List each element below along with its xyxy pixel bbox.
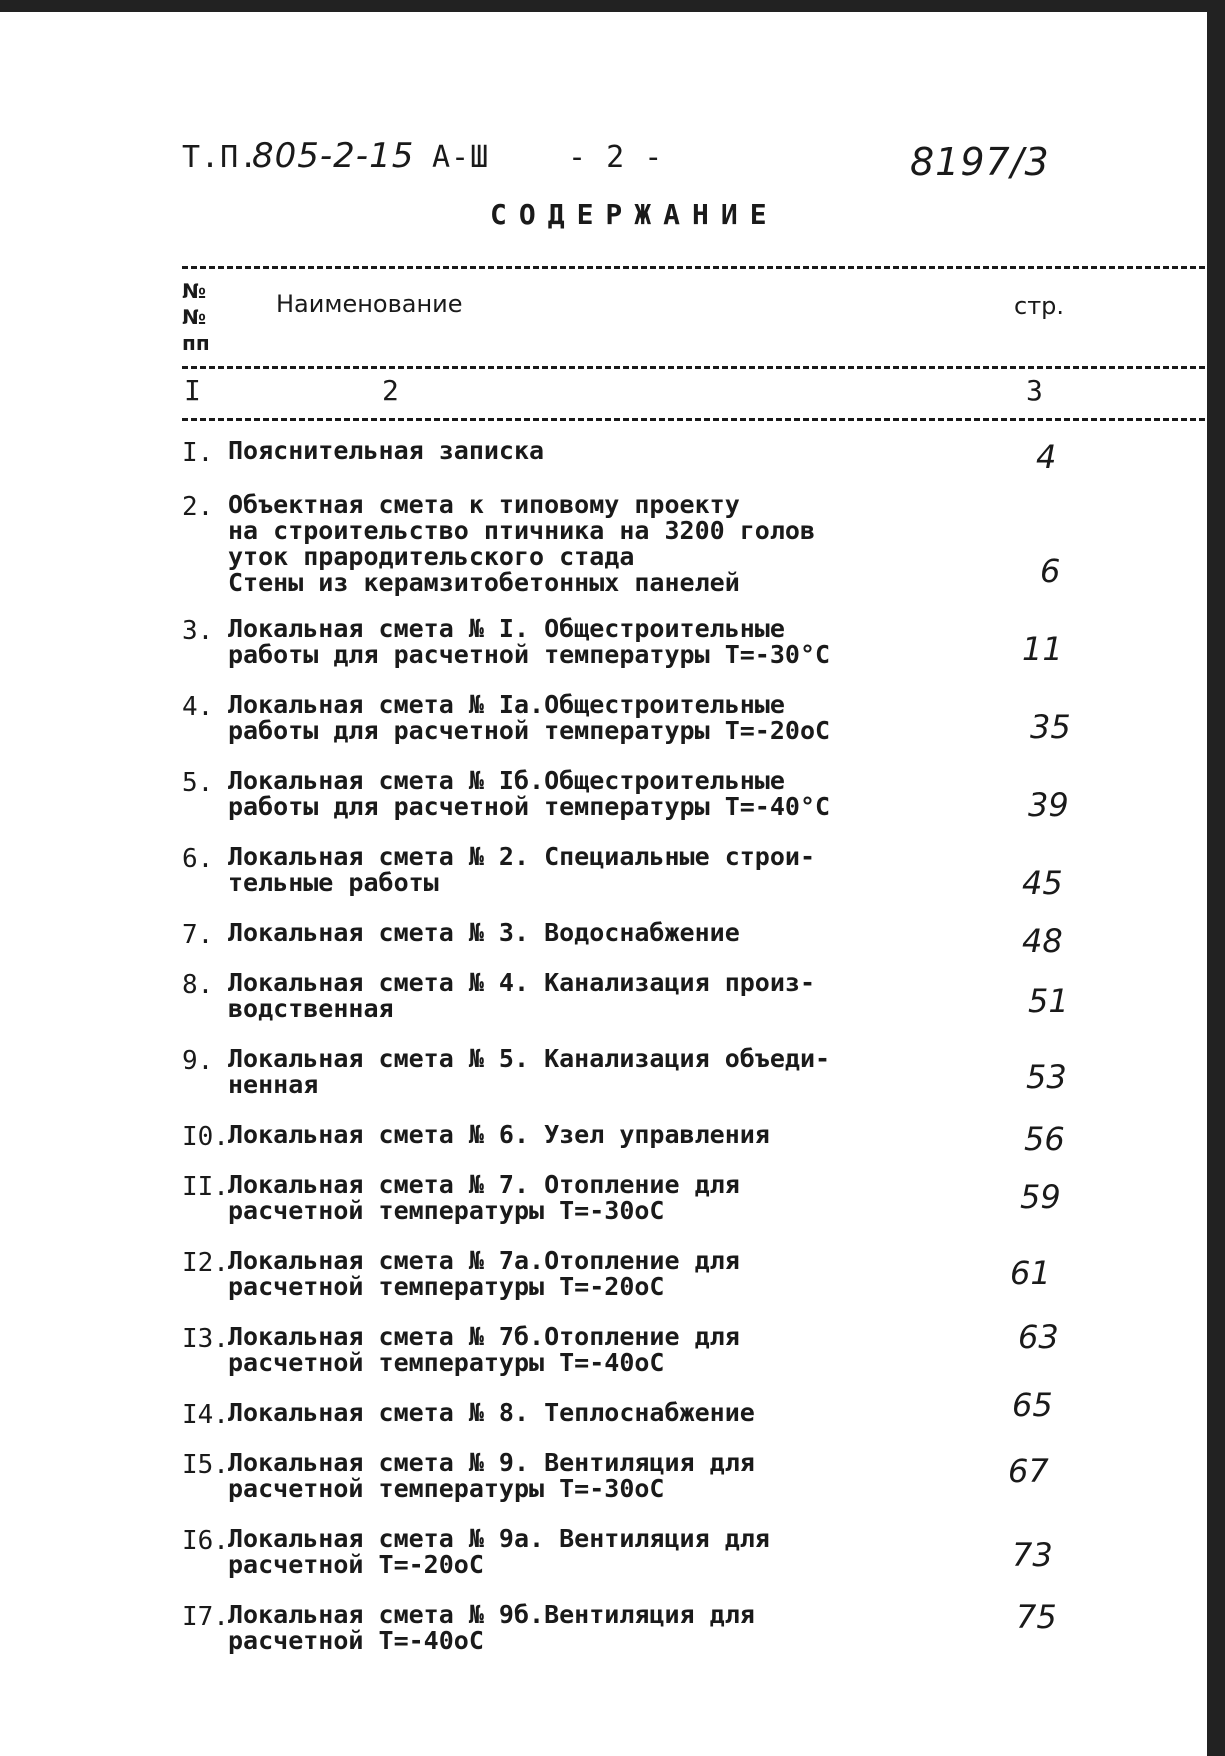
item-title: Локальная смета № 2. Специальные строи- тельные работы — [228, 842, 815, 897]
page-number: - 2 - — [568, 140, 664, 175]
item-title: Локальная смета № 6. Узел управления — [228, 1120, 770, 1149]
item-page-number: 61 — [1010, 1254, 1051, 1292]
item-title: Локальная смета № 8. Теплоснабжение — [228, 1398, 755, 1427]
item-number: 6. — [182, 844, 214, 874]
table-top-rule — [182, 266, 1205, 269]
item-number: I2. — [182, 1248, 229, 1278]
item-page-number: 65 — [1012, 1386, 1053, 1424]
item-number: II. — [182, 1172, 229, 1202]
item-page-number: 53 — [1026, 1058, 1067, 1096]
item-page-number: 51 — [1028, 982, 1069, 1020]
item-title: Локальная смета № 3. Водоснабжение — [228, 918, 740, 947]
item-title: Локальная смета № Iа.Общестроительные работы для расчетной температуры Т=-20оС — [228, 690, 831, 745]
item-number: 8. — [182, 970, 214, 1000]
column-index-3: 3 — [1026, 374, 1043, 407]
item-page-number: 59 — [1020, 1178, 1061, 1216]
inventory-number: 8197/3 — [910, 140, 1050, 184]
item-page-number: 4 — [1036, 438, 1057, 476]
item-title: Локальная смета № 9а. Вентиляция для расчетной Т=-20оС — [228, 1524, 770, 1579]
column-header-page: стр. — [1014, 292, 1065, 320]
column-header-num: №№ пп — [182, 279, 210, 355]
item-title: Локальная смета № 9. Вентиляция для расчетной температуры Т=-30оС — [228, 1448, 755, 1503]
item-number: 9. — [182, 1046, 214, 1076]
item-number: I3. — [182, 1324, 229, 1354]
index-bottom-rule — [182, 418, 1205, 421]
item-title: Локальная смета № Iб.Общестроительные работы для расчетной температуры Т=-40°С — [228, 766, 831, 821]
item-number: I. — [182, 438, 214, 468]
item-number: I6. — [182, 1526, 229, 1556]
item-number: I5. — [182, 1450, 229, 1480]
column-header-name: Наименование — [276, 290, 463, 318]
item-title: Локальная смета № 4. Канализация произ- водственная — [228, 968, 815, 1023]
item-number: 4. — [182, 692, 214, 722]
item-title: Локальная смета № 9б.Вентиляция для расчетной Т=-40оС — [228, 1600, 755, 1655]
item-page-number: 11 — [1022, 630, 1063, 668]
item-title: Локальная смета № 7б.Отопление для расчетной температуры Т=-40оС — [228, 1322, 740, 1377]
header-bottom-rule — [182, 366, 1205, 369]
item-page-number: 73 — [1012, 1536, 1053, 1574]
scan-right-border — [1207, 0, 1225, 1756]
doc-code: Т.П. — [182, 140, 259, 175]
item-title: Локальная смета № 7. Отопление для расчетной температуры Т=-30оС — [228, 1170, 740, 1225]
item-number: 3. — [182, 616, 214, 646]
column-index-2: 2 — [382, 374, 399, 407]
item-title: Локальная смета № I. Общестроительные работы для расчетной температуры Т=-30°С — [228, 614, 831, 669]
item-title: Объектная смета к типовому проекту на строительство птичника на 3200 голов уток прародительского стада Стены из керамзитобетонных панелей — [228, 490, 815, 597]
item-page-number: 63 — [1018, 1318, 1059, 1356]
item-number: I7. — [182, 1602, 229, 1632]
item-page-number: 67 — [1008, 1452, 1049, 1490]
doc-number: 805-2-15 — [252, 136, 415, 176]
item-number: I4. — [182, 1400, 229, 1430]
page-title: СОДЕРЖАНИЕ — [490, 198, 779, 231]
item-number: 2. — [182, 492, 214, 522]
column-index-1: I — [184, 374, 201, 407]
item-page-number: 39 — [1028, 786, 1069, 824]
item-page-number: 48 — [1022, 922, 1063, 960]
item-page-number: 45 — [1022, 864, 1063, 902]
item-page-number: 56 — [1024, 1120, 1065, 1158]
item-page-number: 75 — [1016, 1598, 1057, 1636]
item-title: Локальная смета № 7а.Отопление для расчетной температуры Т=-20оС — [228, 1246, 740, 1301]
item-page-number: 6 — [1040, 552, 1061, 590]
album-label: А-Ш — [432, 140, 490, 175]
item-page-number: 35 — [1030, 708, 1071, 746]
scan-top-border — [0, 0, 1225, 12]
item-number: 5. — [182, 768, 214, 798]
item-number: 7. — [182, 920, 214, 950]
item-title: Пояснительная записка — [228, 436, 545, 465]
item-title: Локальная смета № 5. Канализация объеди- ненная — [228, 1044, 831, 1099]
item-number: I0. — [182, 1122, 229, 1152]
